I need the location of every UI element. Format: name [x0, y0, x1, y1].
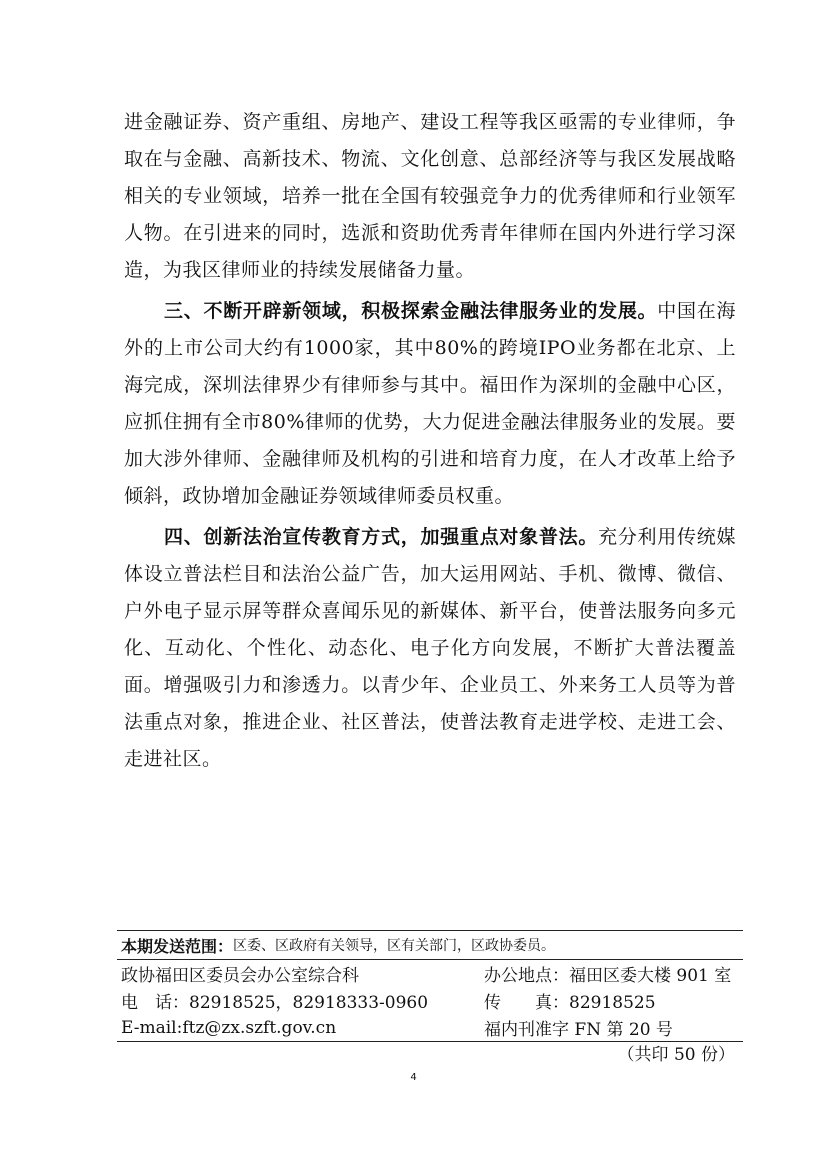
distribution-scope — [117, 931, 743, 959]
paragraph-text: 进金融证券、资产重组、房地产、建设工程等我区亟需的专业律师，争取在与金融、高新技术、物流、文化创意、总部经济等与我区发展战略相关的专业领域，培养一批在全国有较强竞争力的优秀律师和行业领军人物。在引进来的同时，选派和资助优秀青年律师在国内外进行学习深造，为我区律师业的持续发展储备力量。 — [124, 111, 736, 281]
footer-row-contact — [117, 987, 743, 1014]
fax-number: 传 真：82918525 — [484, 993, 656, 1013]
page-number: 4 — [410, 1072, 417, 1083]
scope-value: 区委、区政府有关领导，区有关部门，区政协委员。 — [233, 938, 556, 954]
paragraph-heading: 三、不断开辟新领域，积极探索金融法律服务业的发展。 — [164, 300, 658, 322]
office-address: 办公地点：福田区委大楼 901 室 — [484, 966, 732, 986]
paragraph-text: 充分利用传统媒体设立普法栏目和法治公益广告，加大运用网站、手机、微博、微信、户外电子显示屏等群众喜闻乐见的新媒体、新平台，使普法服务向多元化、互动化、个性化、动态化、电子化方向发展，不断扩大普法覆盖面。增强吸引力和渗透力。以青少年、企业员工、外来务工人员等为普法重点对象，推进企业、社区普法，使普法教育走进学校、走进工会、走进社区。 — [124, 526, 736, 770]
footer-row-email — [117, 1014, 743, 1041]
paragraph-section-three — [124, 293, 736, 515]
email-address: E-mail:ftz@zx.szft.gov.cn — [121, 1017, 337, 1038]
publication-permit: 福内刊准字 FN 第 20 号 — [484, 1020, 673, 1040]
body-text — [124, 104, 736, 782]
office-name: 政协福田区委员会办公室综合科 — [121, 966, 359, 986]
distribution-footer — [117, 930, 743, 1069]
paragraph-continuation — [124, 104, 736, 289]
print-copies: （共印 50 份） — [617, 1045, 735, 1065]
scope-label: 本期发送范围： — [121, 936, 234, 956]
paragraph-heading: 四、创新法治宣传教育方式，加强重点对象普法。 — [164, 526, 599, 548]
phone-number: 电 话：82918525，82918333-0960 — [121, 993, 429, 1013]
footer-row-office — [117, 960, 743, 987]
paragraph-section-four — [124, 519, 736, 778]
paragraph-text: 中国在海外的上市公司大约有1000家，其中80%的跨境IPO业务都在北京、上海完成，深圳法律界少有律师参与其中。福田作为深圳的金融中心区，应抓住拥有全市80%律师的优势，大力促进金融法律服务业的发展。要加大涉外律师、金融律师及机构的引进和培育力度，在人才改革上给予倾斜，政协增加金融证券领域律师委员权重。 — [124, 300, 736, 507]
